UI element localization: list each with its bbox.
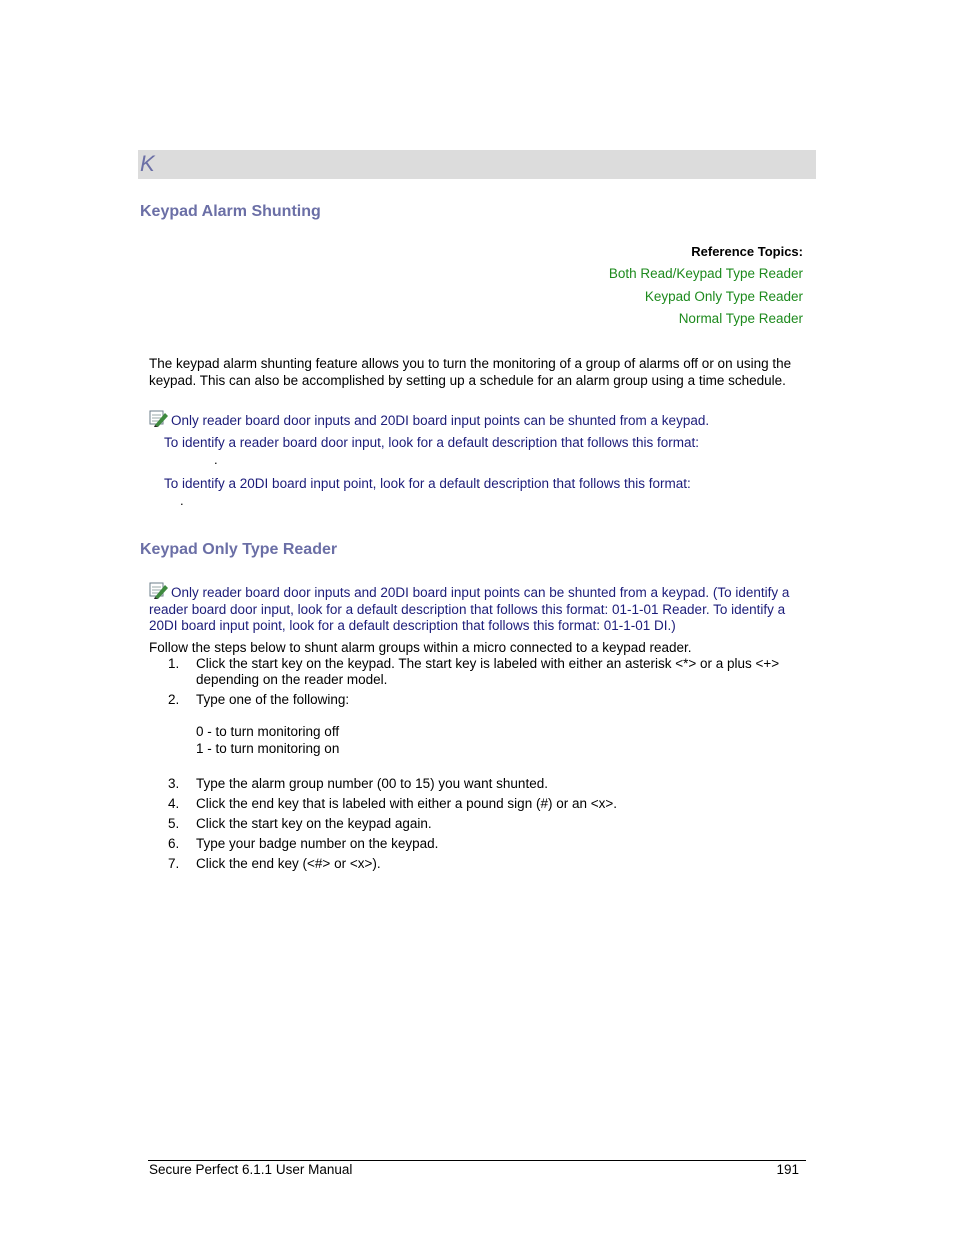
step-2-option-off: 0 - to turn monitoring off xyxy=(196,724,340,739)
note-1-reader-dot: . xyxy=(214,452,218,467)
note-1-di-hint: To identify a 20DI board input point, look for a default description that follows this format: xyxy=(164,476,691,491)
note-2-text: Only reader board door inputs and 20DI board input points can be shunted from a keypad. (To identify a reader board door input, look for a default description that follows this format: 01-1-01 Reader. To identify a 20DI board input point, look for a default description that follows this format: 01-1-01 DI.) xyxy=(149,585,790,633)
note-1-reader-hint: To identify a reader board door input, look for a default description that follows this format: xyxy=(164,435,700,450)
footer-title: Secure Perfect 6.1.1 User Manual xyxy=(149,1162,353,1177)
reference-topics-label: Reference Topics: xyxy=(691,244,803,259)
link-keypad-only[interactable]: Keypad Only Type Reader xyxy=(644,289,803,304)
note-1-text: Only reader board door inputs and 20DI board input points can be shunted from a keypad. xyxy=(171,413,710,428)
note-1 xyxy=(149,410,809,430)
link-normal-type[interactable]: Normal Type Reader xyxy=(678,311,803,326)
footer-rule xyxy=(148,1160,806,1161)
intro-paragraph: The keypad alarm shunting feature allows you to turn the monitoring of a group of alarms off or on using the keypad. This can also be accomplished by setting up a schedule for an alarm group using a time schedule. xyxy=(149,356,792,388)
step-2-option-on: 1 - to turn monitoring on xyxy=(196,741,340,756)
steps-intro: Follow the steps below to shunt alarm groups within a micro connected to a keypad reader. xyxy=(149,640,692,655)
note-1-di-dot: . xyxy=(180,493,184,508)
footer-page-number: 191 xyxy=(776,1162,799,1177)
note-pencil-icon xyxy=(149,582,169,599)
heading-keypad-only-type-reader: Keypad Only Type Reader xyxy=(140,541,338,558)
note-pencil-icon xyxy=(149,410,169,427)
section-letter-bar xyxy=(138,150,816,179)
link-both-read-keypad[interactable]: Both Read/Keypad Type Reader xyxy=(608,266,803,281)
heading-keypad-alarm-shunting: Keypad Alarm Shunting xyxy=(140,203,321,220)
section-letter: K xyxy=(140,151,155,176)
note-2 xyxy=(149,582,809,635)
